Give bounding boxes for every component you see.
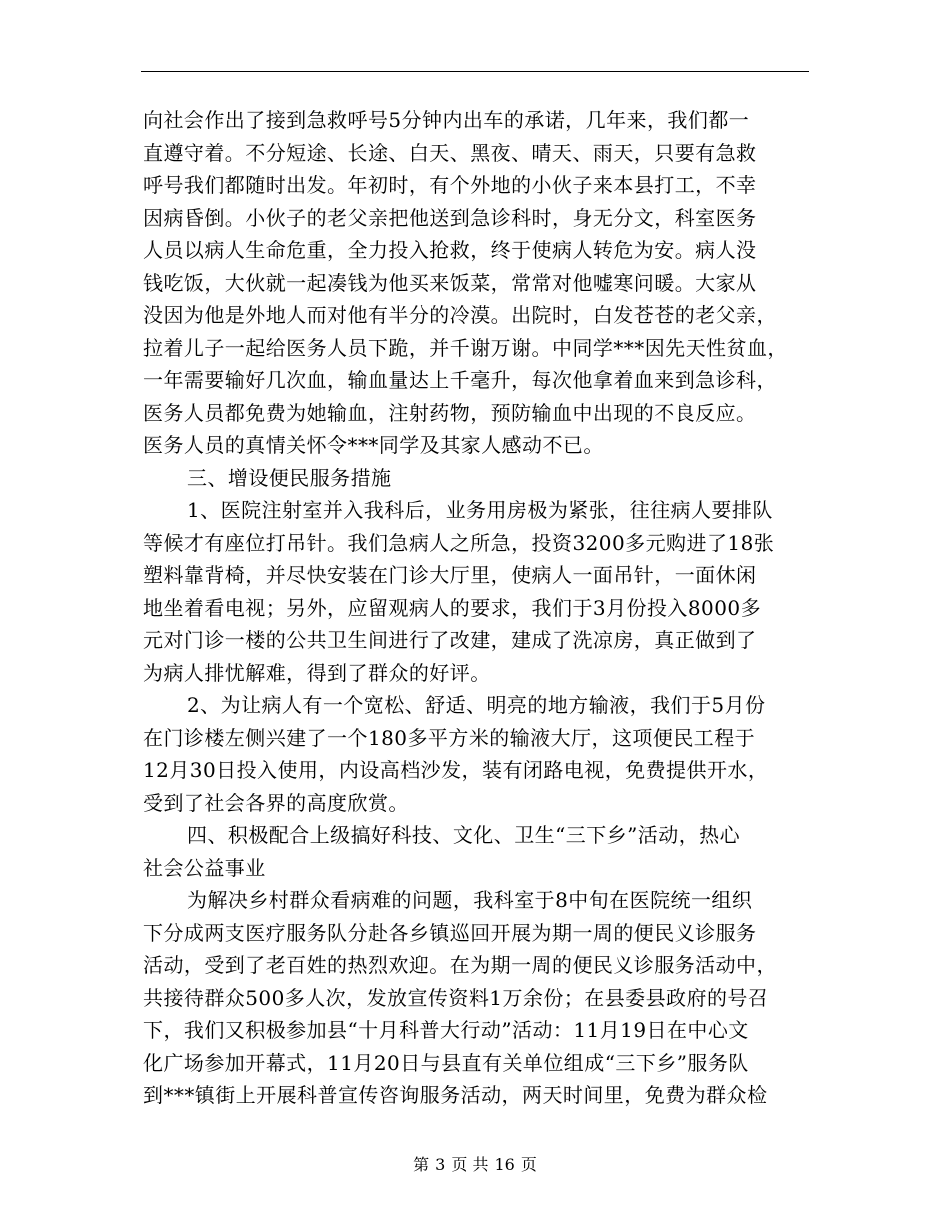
text-line: 医务人员都免费为她输血，注射药物，预防输血中出现的不良反应。 [143,400,757,425]
footer-prefix: 第 [413,1155,430,1174]
text-line: 等候才有座位打吊针。我们急病人之所急，投资3200多元购进了18张 [143,530,775,555]
text-line: 地坐着看电视；另外，应留观病人的要求，我们于3月份投入8000多 [143,595,762,620]
text-line: 共接待群众500多人次，发放宣传资料1万余份；在县委县政府的号召 [143,985,769,1010]
text-line: 12月30日投入使用，内设高档沙发，装有闭路电视，免费提供开水， [143,758,769,782]
text-line: 受到了社会各界的高度欣赏。 [143,790,409,815]
text-line: 元对门诊一楼的公共卫生间进行了改建，建成了洗凉房，真正做到了 [143,628,757,652]
footer-suffix: 页 [520,1155,537,1174]
text-line: 化广场参加开幕式，11月20日与县直有关单位组成“三下乡”服务队 [143,1050,749,1075]
body-text [143,104,813,1112]
text-line: 到***镇街上开展科普宣传咨询服务活动，两天时间里，免费为群众检 [143,1083,768,1107]
text-line: 三、增设便民服务措施 [187,465,392,490]
page-footer [0,1152,950,1175]
text-line: 呼号我们都随时出发。年初时，有个外地的小伙子来本县打工，不幸 [143,173,757,197]
text-line: 人员以病人生命危重，全力投入抢救，终于使病人转危为安。病人没 [143,238,757,262]
text-line: 没因为他是外地人而对他有半分的冷漠。出院时，白发苍苍的老父亲， [143,303,777,327]
text-line: 直遵守着。不分短途、长途、白天、黑夜、晴天、雨天，只要有急救 [143,140,757,165]
text-line: 因病昏倒。小伙子的老父亲把他送到急诊科时，身无分文，科室医务 [143,205,757,230]
text-line: 向社会作出了接到急救呼号5分钟内出车的承诺，几年来，我们都一 [143,108,750,132]
text-line: 四、积极配合上级搞好科技、文化、卫生“三下乡”活动，热心 [187,823,741,847]
text-line: 1、医院注射室并入我科后，业务用房极为紧张，往往病人要排队 [187,498,773,522]
footer-current-page: 3 [435,1155,446,1174]
footer-total-pages: 16 [494,1155,515,1174]
text-line: 2、为让病人有一个宽松、舒适、明亮的地方输液，我们于5月份 [187,693,766,717]
text-line: 下，我们又积极参加县“十月科普大行动”活动：11月19日在中心文 [143,1018,749,1042]
text-line: 拉着儿子一起给医务人员下跪，并千谢万谢。中同学***因先天性贫血， [143,335,788,360]
text-line: 塑料靠背椅，并尽快安装在门诊大厅里，使病人一面吊针，一面休闲 [143,563,757,587]
text-line: 在门诊楼左侧兴建了一个180多平方米的输液大厅，这项便民工程于 [143,725,756,750]
text-line: 医务人员的真情关怀令***同学及其家人感动不已。 [143,433,604,457]
text-line: 为病人排忧解难，得到了群众的好评。 [143,660,491,685]
text-line: 活动，受到了老百姓的热烈欢迎。在为期一周的便民义诊服务活动中， [143,953,777,977]
text-line: 为解决乡村群众看病难的问题，我科室于8中旬在医院统一组织 [187,888,753,912]
text-line: 一年需要输好几次血，输血量达上千毫升，每次他拿着血来到急诊科， [143,368,777,392]
header-rule [141,71,809,72]
text-line: 下分成两支医疗服务队分赴各乡镇巡回开展为期一周的便民义诊服务 [143,920,757,945]
footer-mid: 页 共 [451,1155,489,1174]
text-line: 钱吃饭，大伙就一起凑钱为他买来饭菜，常常对他嘘寒问暖。大家从 [143,270,757,295]
text-line: 社会公益事业 [143,855,266,880]
